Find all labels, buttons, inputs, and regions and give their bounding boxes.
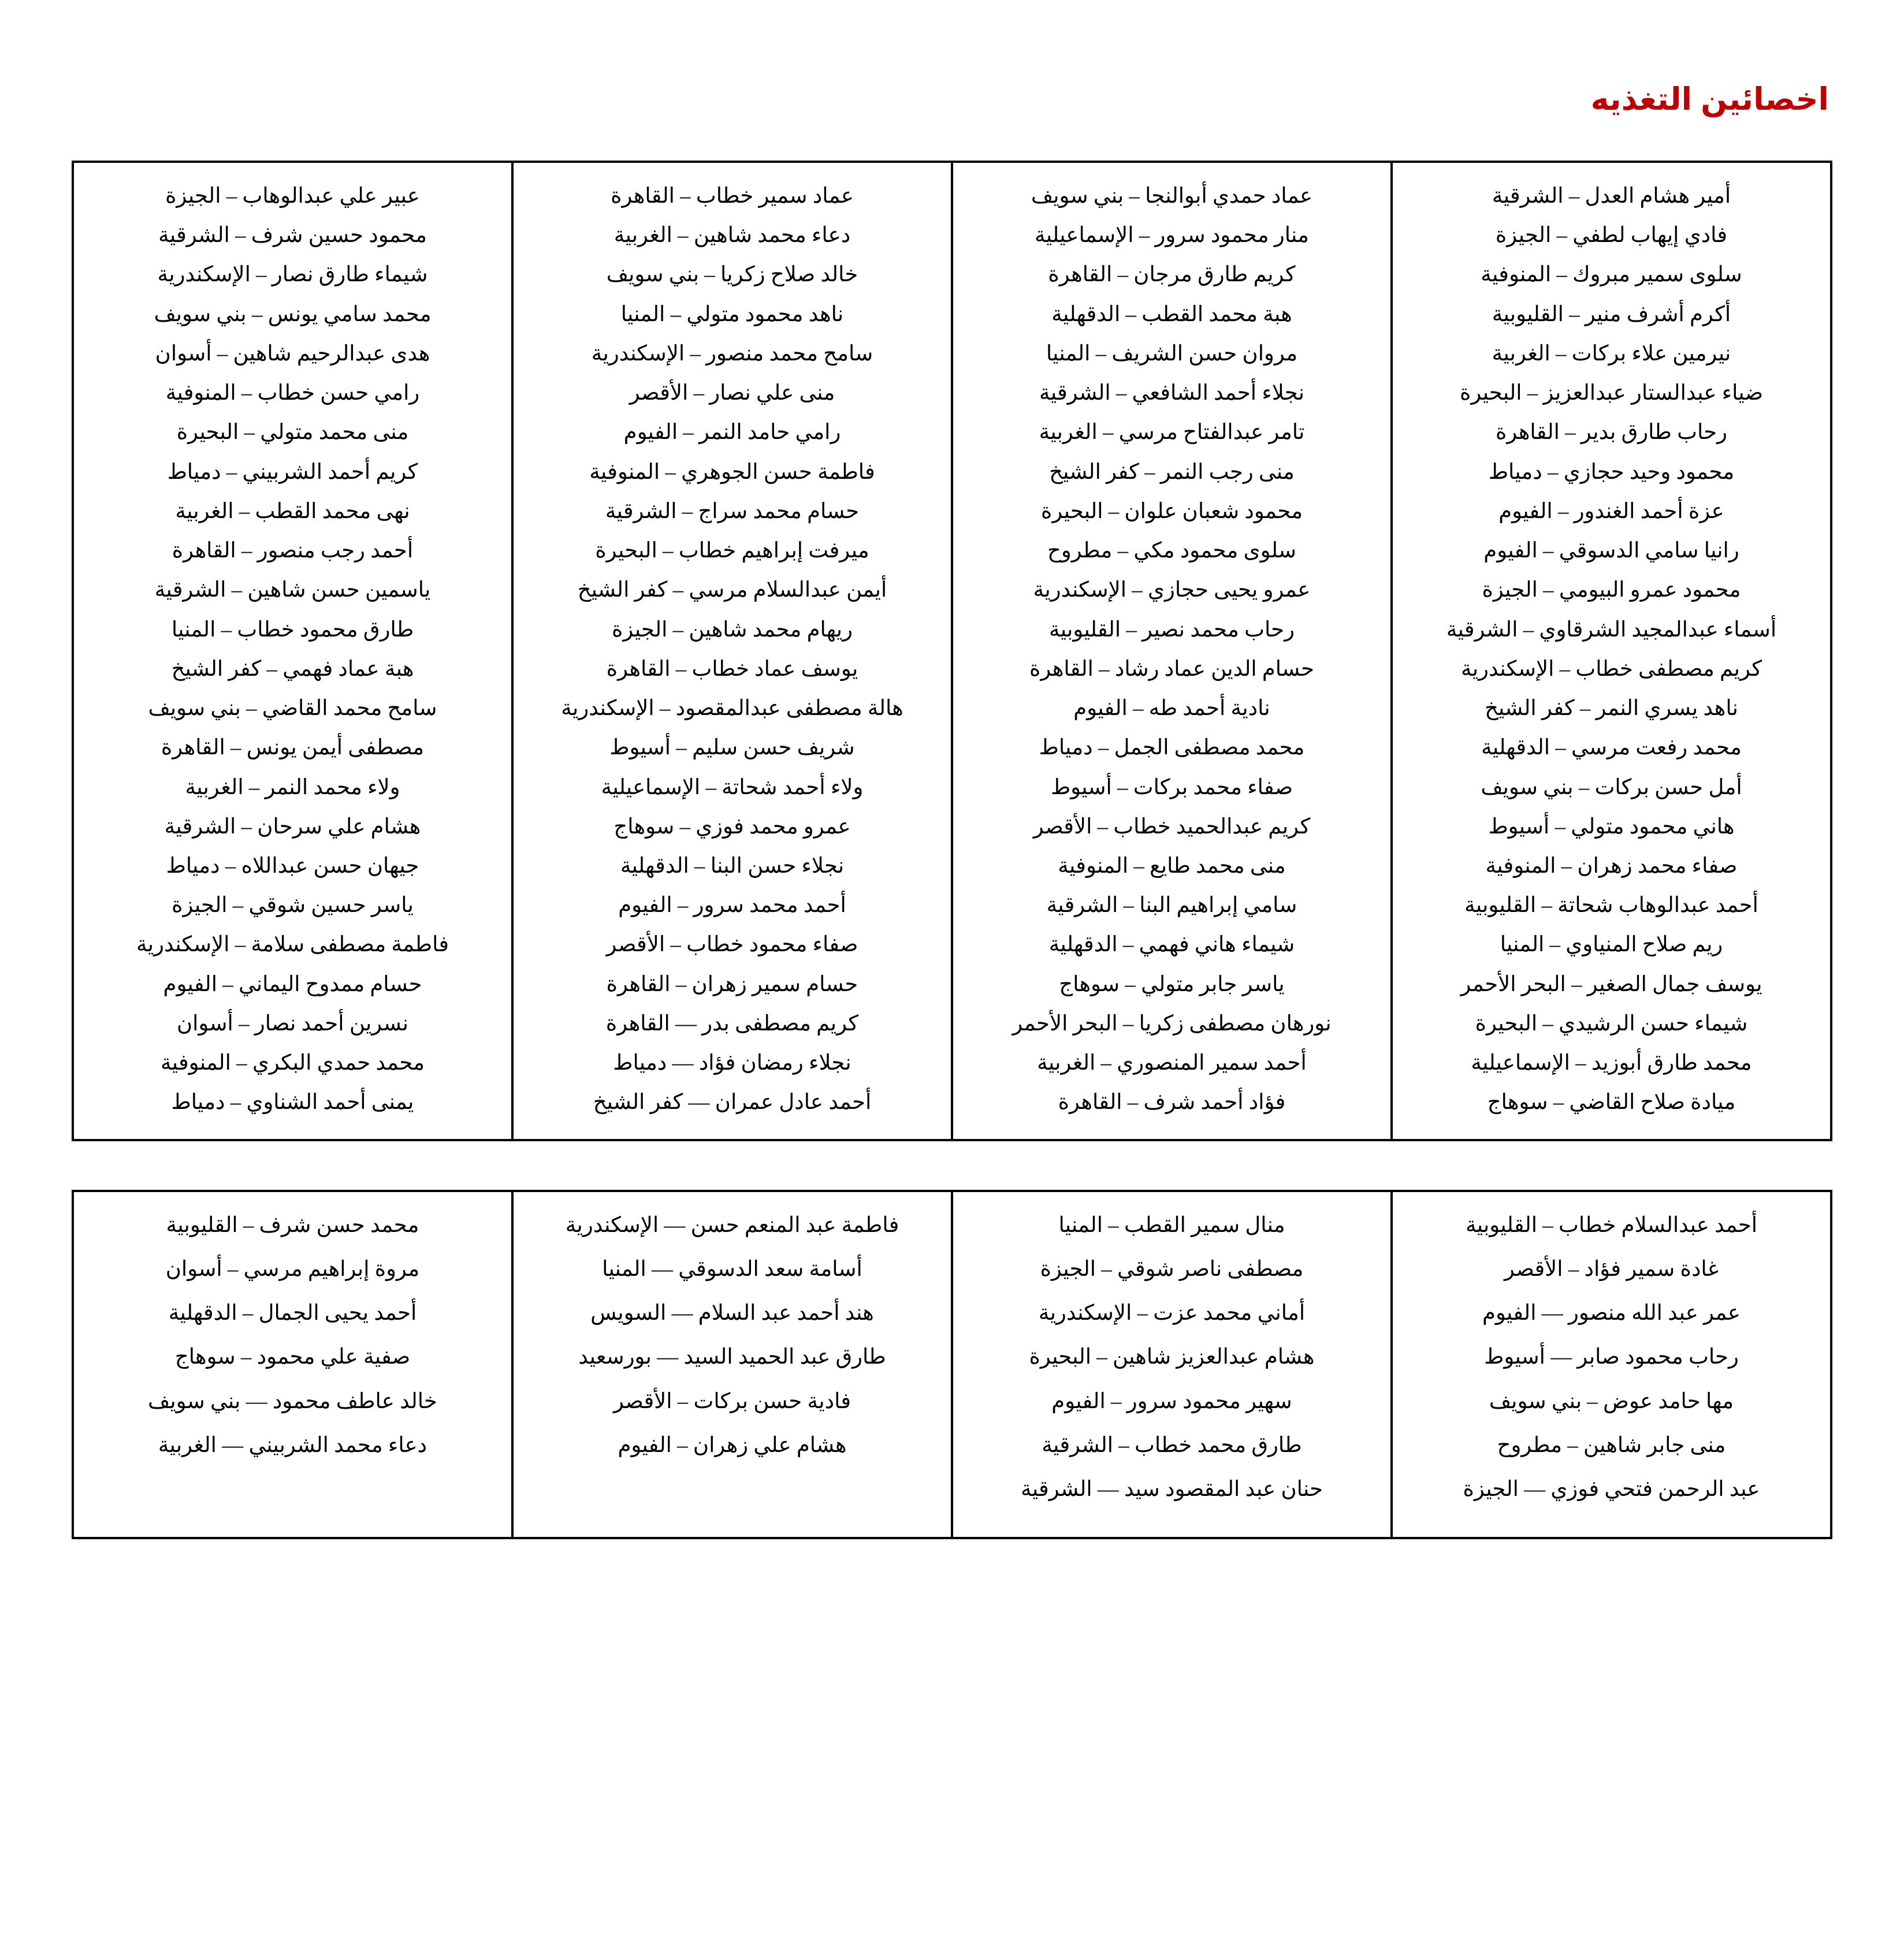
list-item: سهير محمود سرور – الفيوم	[1051, 1389, 1292, 1413]
list-item: محمد حسن شرف – القليوبية	[166, 1213, 419, 1237]
list-item: نورهان مصطفى زكريا – البحر الأحمر	[1012, 1011, 1332, 1036]
list-item: هبة محمد القطب – الدقهلية	[1051, 302, 1292, 326]
list-item: فادية حسن بركات – الأقصر	[613, 1389, 851, 1413]
list-item: دعاء محمد شاهين – الغربية	[613, 224, 851, 248]
list-item: سامي إبراهيم البنا – الشرقية	[1046, 893, 1297, 918]
list-item: حسام محمد سراج – الشرقية	[605, 499, 860, 523]
table-row	[73, 1191, 1831, 1539]
table-column-main-4	[73, 162, 512, 1140]
entry-list-secondary-1	[1412, 1209, 1810, 1506]
page-title: اخصائين التغذيه	[1590, 82, 1829, 117]
list-item: ريهام محمد شاهين – الجيزة	[612, 617, 853, 642]
list-item: محمد طارق أبوزيد – الإسماعيلية	[1471, 1051, 1752, 1075]
list-item: عماد حمدي أبوالنجا – بني سويف	[1031, 184, 1313, 208]
list-item: نهى محمد القطب – الغربية	[175, 499, 410, 523]
list-item: أحمد عبدالسلام خطاب – القليوبية	[1465, 1213, 1758, 1237]
list-item: عماد سمير خطاب – القاهرة	[611, 184, 854, 208]
list-item: سامح محمد القاضي – بني سويف	[148, 697, 437, 721]
roster-tables-container	[72, 161, 1832, 1539]
list-item: محمود وحيد حجازي – دمياط	[1488, 460, 1735, 484]
list-item: ريم صلاح المنياوي – المنيا	[1500, 933, 1723, 957]
list-item: نادية أحمد طه – الفيوم	[1073, 697, 1270, 721]
entry-list-main-2	[973, 180, 1371, 1119]
list-item: منى رجب النمر – كفر الشيخ	[1049, 460, 1295, 484]
list-item: منال سمير القطب – المنيا	[1058, 1213, 1285, 1237]
list-item: فاطمة عبد المنعم حسن — الإسكندرية	[565, 1213, 899, 1237]
list-item: مروان حسن الشريف – المنيا	[1046, 341, 1298, 366]
list-item: محمود شعبان علوان – البحيرة	[1040, 499, 1303, 523]
roster-table-main	[72, 161, 1832, 1141]
list-item: نجلاء أحمد الشافعي – الشرقية	[1039, 381, 1304, 405]
list-item: هشام علي زهران – الفيوم	[618, 1433, 847, 1457]
list-item: أحمد رجب منصور – القاهرة	[172, 539, 414, 563]
list-item: سلوى سمير مبروك – المنوفية	[1481, 263, 1742, 287]
list-item: أسماء عبدالمجيد الشرقاوي – الشرقية	[1446, 617, 1777, 642]
list-item: أيمن عبدالسلام مرسي – كفر الشيخ	[577, 578, 887, 602]
list-item: أسامة سعد الدسوقي — المنيا	[602, 1257, 862, 1281]
list-item: هالة مصطفى عبدالمقصود – الإسكندرية	[561, 697, 903, 721]
list-item: نسرين أحمد نصار – أسوان	[176, 1011, 409, 1036]
list-item: مصطفى ناصر شوقي – الجيزة	[1040, 1257, 1304, 1281]
list-item: حسام سمير زهران – القاهرة	[606, 972, 858, 996]
list-item: صفاء محمد بركات – أسيوط	[1050, 775, 1293, 799]
list-item: تامر عبدالفتاح مرسي – الغربية	[1039, 420, 1305, 445]
list-item: رانيا سامي الدسوقي – الفيوم	[1483, 539, 1739, 563]
list-item: رامي حامد النمر – الفيوم	[623, 420, 841, 445]
table-column-main-2	[952, 162, 1392, 1140]
list-item: محمد مصطفى الجمل – دمياط	[1039, 736, 1305, 760]
list-item: ياسر حسين شوقي – الجيزة	[172, 893, 414, 918]
list-item: ولاء محمد النمر – الغربية	[185, 775, 400, 799]
entry-list-secondary-3	[533, 1209, 931, 1462]
list-item: ميرفت إبراهيم خطاب – البحيرة	[595, 539, 869, 563]
list-item: شيماء حسن الرشيدي – البحيرة	[1475, 1011, 1748, 1036]
list-item: مروة إبراهيم مرسي – أسوان	[165, 1257, 420, 1281]
list-item: عمر عبد الله منصور — الفيوم	[1482, 1301, 1741, 1326]
list-item: طارق عبد الحميد السيد — بورسعيد	[578, 1345, 886, 1369]
list-item: كريم طارق مرجان – القاهرة	[1048, 263, 1296, 287]
list-item: أحمد سمير المنصوري – الغربية	[1037, 1051, 1307, 1075]
list-item: منار محمود سرور – الإسماعيلية	[1034, 224, 1309, 248]
table-column-main-1	[1392, 162, 1831, 1140]
list-item: كريم عبدالحميد خطاب – الأقصر	[1033, 814, 1311, 839]
entry-list-secondary-2	[973, 1209, 1371, 1506]
list-item: محمد حمدي البكري – المنوفية	[160, 1051, 425, 1075]
list-item: عبد الرحمن فتحي فوزي — الجيزة	[1463, 1477, 1760, 1502]
list-item: طارق محمود خطاب – المنيا	[171, 617, 414, 642]
list-item: أمير هشام العدل – الشرقية	[1492, 184, 1731, 208]
list-item: يوسف عماد خطاب – القاهرة	[606, 657, 858, 681]
list-item: خالد صلاح زكريا – بني سويف	[606, 263, 858, 287]
list-item: ميادة صلاح القاضي – سوهاج	[1487, 1090, 1736, 1115]
list-item: نجلاء رمضان فؤاد — دمياط	[613, 1051, 851, 1075]
list-item: صفاء محمود خطاب – الأقصر	[606, 933, 858, 957]
list-item: هدى عبدالرحيم شاهين – أسوان	[155, 341, 430, 366]
roster-table-secondary	[72, 1190, 1832, 1540]
list-item: حسام الدين عماد رشاد – القاهرة	[1029, 657, 1314, 681]
table-column-secondary-4	[73, 1191, 512, 1539]
list-item: هند أحمد عبد السلام — السويس	[590, 1301, 874, 1326]
list-item: محمود عمرو البيومي – الجيزة	[1482, 578, 1741, 602]
entry-list-main-3	[533, 180, 931, 1119]
entry-list-secondary-4	[94, 1209, 492, 1462]
list-item: كريم أحمد الشربيني – دمياط	[167, 460, 418, 484]
list-item: حسام ممدوح اليماني – الفيوم	[163, 972, 422, 996]
table-column-main-3	[512, 162, 952, 1140]
entry-list-main-4	[94, 180, 492, 1119]
list-item: سلوى محمود مكي – مطروح	[1047, 539, 1296, 563]
table-column-secondary-1	[1392, 1191, 1831, 1539]
list-item: فاطمة حسن الجوهري – المنوفية	[589, 460, 875, 484]
list-item: منى محمد متولي – البحيرة	[176, 420, 409, 445]
list-item: دعاء محمد الشربيني — الغربية	[158, 1433, 427, 1457]
list-item: أحمد محمد سرور – الفيوم	[618, 893, 846, 918]
list-item: منى محمد طايع – المنوفية	[1058, 854, 1286, 878]
list-item: محمد سامي يونس – بني سويف	[154, 302, 432, 326]
list-item: فادي إيهاب لطفي – الجيزة	[1495, 224, 1728, 248]
list-item: هشام عبدالعزيز شاهين – البحيرة	[1029, 1345, 1315, 1369]
list-item: عبير علي عبدالوهاب – الجيزة	[165, 184, 420, 208]
list-item: جيهان حسن عبداللاه – دمياط	[166, 854, 419, 878]
list-item: محمود حسين شرف – الشرقية	[158, 224, 427, 248]
list-item: رحاب طارق بدير – القاهرة	[1496, 420, 1727, 445]
list-item: ياسمين حسن شاهين – الشرقية	[154, 578, 431, 602]
list-item: يمنى أحمد الشناوي – دمياط	[171, 1090, 414, 1115]
list-item: ناهد يسري النمر – كفر الشيخ	[1485, 697, 1738, 721]
list-item: عمرو يحيى حجازي – الإسكندرية	[1033, 578, 1311, 602]
list-item: فاطمة مصطفى سلامة – الإسكندرية	[136, 933, 449, 957]
list-item: يوسف جمال الصغير – البحر الأحمر	[1460, 972, 1762, 996]
list-item: كريم مصطفى خطاب – الإسكندرية	[1461, 657, 1762, 681]
list-item: فؤاد أحمد شرف – القاهرة	[1058, 1090, 1286, 1115]
list-item: أمل حسن بركات – بني سويف	[1481, 775, 1742, 799]
list-item: رامي حسن خطاب – المنوفية	[165, 381, 420, 405]
list-item: خالد عاطف محمود — بني سويف	[148, 1389, 437, 1413]
list-item: ياسر جابر متولي – سوهاج	[1059, 972, 1285, 996]
list-item: محمد رفعت مرسي – الدقهلية	[1481, 736, 1742, 760]
list-item: هشام علي سرحان – الشرقية	[164, 814, 421, 839]
list-item: عمرو محمد فوزي – سوهاج	[613, 814, 851, 839]
list-item: ناهد محمود متولي – المنيا	[620, 302, 844, 326]
list-item: صفاء محمد زهران – المنوفية	[1485, 854, 1738, 878]
list-item: أحمد عبدالوهاب شحاتة – القليوبية	[1464, 893, 1758, 918]
list-item: منى جابر شاهين – مطروح	[1497, 1433, 1726, 1457]
table-column-secondary-2	[952, 1191, 1392, 1539]
list-item: أحمد يحيى الجمال – الدقهلية	[168, 1301, 417, 1326]
list-item: هبة عماد فهمي – كفر الشيخ	[171, 657, 414, 681]
list-item: كريم مصطفى بدر — القاهرة	[605, 1011, 859, 1036]
list-item: أحمد عادل عمران — كفر الشيخ	[593, 1090, 872, 1115]
list-item: شيماء طارق نصار – الإسكندرية	[157, 263, 428, 287]
list-item: نيرمين علاء بركات – الغربية	[1492, 341, 1731, 366]
list-item: أكرم أشرف منير – القليوبية	[1492, 302, 1731, 326]
list-item: عزة أحمد الغندور – الفيوم	[1498, 499, 1724, 523]
list-item: مصطفى أيمن يونس – القاهرة	[161, 736, 425, 760]
list-item: هاني محمود متولي – أسيوط	[1488, 814, 1735, 839]
list-item: أماني محمد عزت – الإسكندرية	[1038, 1301, 1306, 1326]
table-row	[73, 162, 1831, 1140]
list-item: غادة سمير فؤاد – الأقصر	[1504, 1257, 1719, 1281]
entry-list-main-1	[1412, 180, 1810, 1119]
list-item: رحاب محمود صابر — أسيوط	[1484, 1345, 1739, 1369]
list-item: منى علي نصار – الأقصر	[629, 381, 835, 405]
list-item: حنان عبد المقصود سيد — الشرقية	[1021, 1477, 1323, 1502]
list-item: نجلاء حسن البنا – الدقهلية	[620, 854, 845, 878]
list-item: سامح محمد منصور – الإسكندرية	[591, 341, 873, 366]
list-item: صفية علي محمود – سوهاج	[174, 1345, 411, 1369]
list-item: رحاب محمد نصير – القليوبية	[1049, 617, 1295, 642]
list-item: شيماء هاني فهمي – الدقهلية	[1048, 933, 1295, 957]
list-item: طارق محمد خطاب – الشرقية	[1042, 1433, 1302, 1457]
list-item: شريف حسن سليم – أسيوط	[609, 736, 855, 760]
list-item: ولاء أحمد شحاتة – الإسماعيلية	[601, 775, 864, 799]
table-column-secondary-3	[512, 1191, 952, 1539]
list-item: مها حامد عوض – بني سويف	[1489, 1389, 1734, 1413]
list-item: ضياء عبدالستار عبدالعزيز – البحيرة	[1459, 381, 1764, 405]
